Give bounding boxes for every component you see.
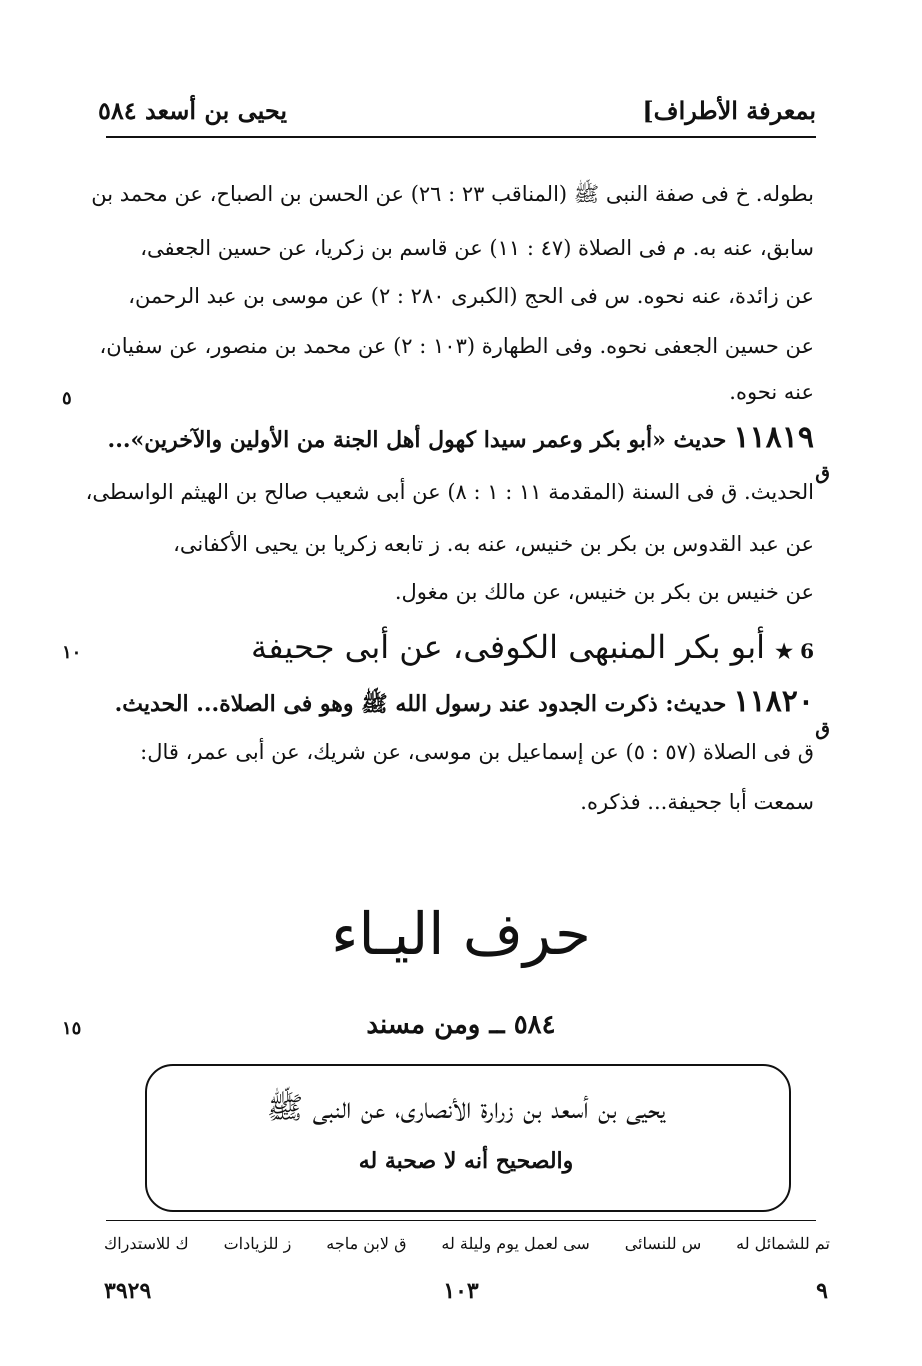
letter-section-title: حرف اليـاء bbox=[331, 900, 591, 968]
running-title: بمعرفة الأطراف] bbox=[642, 96, 816, 125]
volume-number: ٩ bbox=[816, 1278, 828, 1304]
footer-rule bbox=[106, 1220, 816, 1221]
page-number: ١٠٣ bbox=[443, 1278, 479, 1304]
musnad-title-box bbox=[145, 1064, 791, 1212]
legend-item-ibn-majah: ق لابن ماجه bbox=[326, 1234, 407, 1253]
legend-item-shamail: تم للشمائل له bbox=[736, 1234, 830, 1253]
running-head-entry: يحيى بن أسعد ٥٨٤ bbox=[98, 96, 288, 125]
body-line-1: بطوله. خ فى صفة النبى ﷺ (المناقب ٢٣ : ٢٦) عن الحسن بن الصباح، عن محمد بن bbox=[91, 182, 814, 206]
margin-line-number-15: ١٥ bbox=[62, 1018, 82, 1039]
legend-item-istidrak: ك للاستدراك bbox=[104, 1234, 189, 1253]
body-line-5: عنه نحوه. bbox=[729, 380, 814, 404]
hadith-11820-line-2: ق فى الصلاة (٥٧ : ٥) عن إسماعيل بن موسى، عن شريك، عن أبى عمر، قال: bbox=[140, 740, 814, 764]
musnad-heading: ٥٨٤ ــ ومن مسند bbox=[366, 1010, 556, 1040]
hadith-number-11820: ١١٨٢٠ bbox=[733, 684, 814, 719]
hadith-11819-text: حديث «أبو بكر وعمر سيدا كهول أهل الجنة من الأولين والآخرين»... bbox=[107, 427, 727, 453]
musnad-note: والصحيح أنه لا صحبة له bbox=[358, 1148, 574, 1174]
abbreviation-legend bbox=[104, 1234, 830, 1253]
hadith-11819-first-line bbox=[107, 420, 814, 455]
hadith-11819-line-2: الحديث. ق فى السنة (المقدمة ١١ : ١ : ٨) عن أبى شعيب صالح بن الهيثم الواسطى، bbox=[85, 480, 814, 504]
musnad-companion-name: يحيى بن أسعد بن زرارة الأنصارى، عن النبى ﷺ bbox=[266, 1091, 666, 1126]
margin-letter-q: ق bbox=[815, 462, 830, 484]
hadith-11820-line-3: سمعت أبا جحيفة... فذكره. bbox=[580, 790, 814, 814]
hadith-11820-text: حديث: ذكرت الجدود عند رسول الله ﷺ وهو فى الصلاة... الحديث. bbox=[114, 691, 727, 717]
legend-item-amal-yawm: سى لعمل يوم وليلة له bbox=[441, 1234, 590, 1253]
hadith-11820-first-line bbox=[108, 684, 814, 719]
section-6-title: أبو بكر المنبهى الكوفى، عن أبى جحيفة bbox=[251, 628, 765, 666]
margin-line-number-10: ١٠ bbox=[62, 642, 82, 663]
hadith-number-11819: ١١٨١٩ bbox=[733, 420, 814, 455]
section-marker: 6 ★ bbox=[775, 639, 814, 663]
hadith-11819-line-3: عن عبد القدوس بن بكر بن خنيس، عنه به. ز تابعه زكريا بن يحيى الأكفانى، bbox=[173, 532, 814, 556]
legend-item-nasai: س للنسائى bbox=[624, 1234, 702, 1253]
header-rule bbox=[106, 136, 816, 138]
global-page-number: ٣٩٢٩ bbox=[104, 1278, 152, 1304]
legend-item-ziyadat: ز للزيادات bbox=[223, 1234, 292, 1253]
body-line-2: سابق، عنه به. م فى الصلاة (٤٧ : ١١) عن قاسم بن زكريا، عن حسين الجعفى، bbox=[140, 236, 814, 260]
body-line-4: عن حسين الجعفى نحوه. وفى الطهارة (١٠٣ : ٢) عن محمد بن منصور، عن سفيان، bbox=[99, 334, 814, 358]
section-6-heading bbox=[108, 628, 814, 666]
hadith-11819-line-4: عن خنيس بن بكر بن خنيس، عن مالك بن مغول. bbox=[394, 580, 814, 604]
margin-letter-q-2: ق bbox=[815, 718, 830, 740]
margin-line-number-5: ٥ bbox=[62, 388, 72, 409]
body-line-3: عن زائدة، عنه نحوه. س فى الحج (الكبرى ٢٨٠ : ٢) عن موسى بن عبد الرحمن، bbox=[128, 284, 814, 308]
